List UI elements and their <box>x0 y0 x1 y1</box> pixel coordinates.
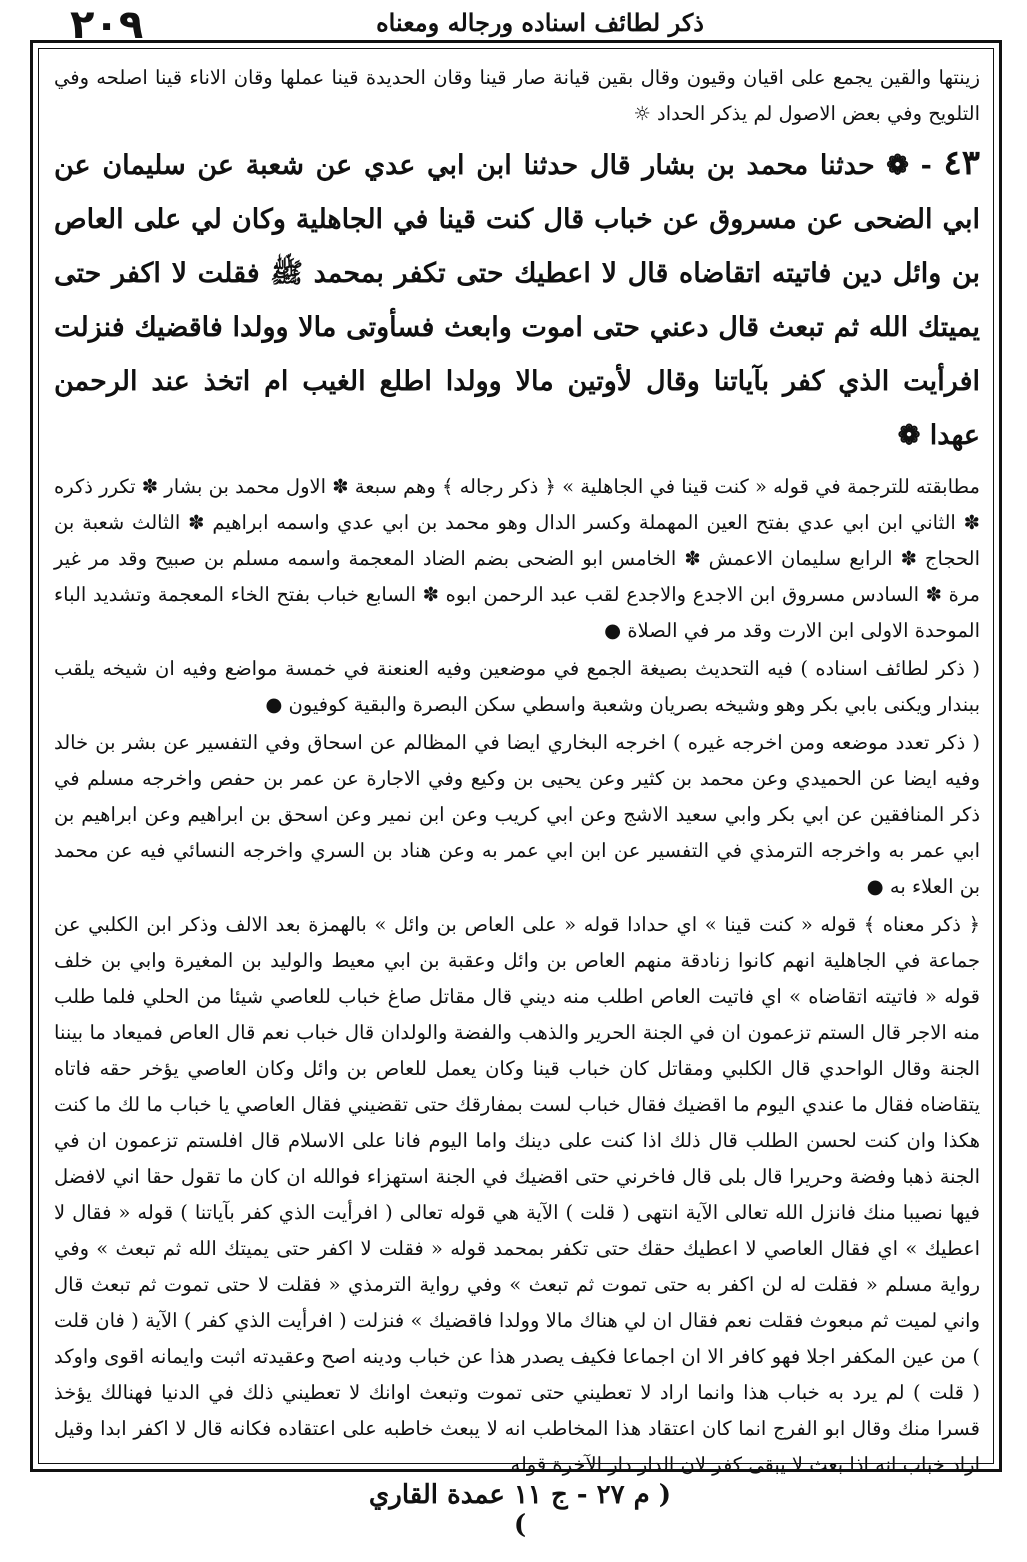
page-content <box>54 60 980 1485</box>
running-title: ذكر لطائف اسناده ورجاله ومعناه <box>376 8 704 37</box>
commentary-paragraph: ( ذكر تعدد موضعه ومن اخرجه غيره ) اخرجه البخاري ايضا في المظالم عن اسحاق وفي التفسير عن بشر بن خالد وفيه ايضا عن الحميدي وعن محمد بن كثير وعن يحيى بن وكيع وفي الاجارة عن عمر بن حفص واخرجه مسلم في ذكر المنافقين عن ابي بكر وابي سعيد الاشج وعن ابي كريب وعن ابن نمير وعن اسحق بن ابراهيم وعن ابراهيم بن ابي عمر به واخرجه الترمذي في التفسير عن ابن ابي عمر به وعن هناد بن السري واخرجه النسائي فيه عن محمد بن العلاء به ● <box>54 731 980 898</box>
hadith-end-mark: ❁ <box>897 420 921 451</box>
continuation-text: زينتها والقين يجمع على اقيان وقيون وقال بقين قيانة صار قينا وقان الحديدة قينا عملها وقان الاناء قينا اصلحه وفي التلويح وفي بعض الاصول لم يذكر الحداد ☼ <box>54 66 980 125</box>
page-number: ٢٠٩ <box>70 2 144 48</box>
hadith-number: ٤٣ <box>943 143 980 183</box>
hadith-separator: - ❁ <box>874 150 932 181</box>
commentary-paragraph: ( ذكر لطائف اسناده ) فيه التحديث بصيغة الجمع في موضعين وفيه العنعنة في خمسة مواضع وفيه ان شيخه يلقب ببندار ويكنى بابي بكر وهو وشيخه بصريان وشعبة واسطي سكن البصرة والبقية كوفيون ● <box>54 657 980 716</box>
hadith-text: حدثنا محمد بن بشار قال حدثنا ابن ابي عدي عن شعبة عن سليمان عن ابي الضحى عن مسروق عن خباب قال كنت قينا في الجاهلية وكان لي على العاص بن وائل دين فاتيته اتقاضاه قال لا اعطيك حتى تكفر بمحمد ﷺ فقلت لا اكفر حتى يميتك الله ثم تبعث قال دعني حتى اموت وابعث فسأوتى مالا وولدا فاقضيك فنزلت افرأيت الذي كفر بآياتنا وقال لأوتين مالا وولدا اطلع الغيب ام اتخذ عند الرحمن عهدا <box>54 150 981 451</box>
footer-signature: ( م ٢٧ - ج ١١ عمدة القاري ) <box>368 1480 672 1540</box>
hadith-block <box>54 136 980 463</box>
commentary-paragraph: ﴿ ذكر معناه ﴾ قوله « كنت قينا » اي حدادا قوله « على العاص بن وائل » بالهمزة بعد الالف وذكر ابن الكلبي عن جماعة في الجاهلية انهم كانوا زنادقة منهم العاص بن وائل وعقبة بن ابي معيط والوليد بن المغيرة وابي بن خلف قوله « فاتيته اتقاضاه » اي فاتيت العاص اطلب منه ديني قال مقاتل صاغ خباب للعاصي شيئا من الحلي فلما طلب منه الاجر قال الستم تزعمون ان في الجنة الحرير والذهب والفضة والولدان قال خباب نعم قال العاص فميعاد ما بيننا الجنة وقال الواحدي قال الكلبي ومقاتل كان خباب قينا وكان يعمل للعاص بن وائل وكان العاصي يؤخر حقه فاتاه يتقاضاه فقال ما عندي اليوم ما اقضيك فقال خباب لست بمفارقك حتى تقضيني فقال العاصي يا خباب ما لك ما كنت هكذا وان كنت لحسن الطلب قال ذلك اذا كنت على دينك واما اليوم فانا على الاسلام قال افلستم تزعمون ان في الجنة ذهبا وفضة وحريرا قال بلى قال فاخرني حتى اقضيك في الجنة استهزاء فوالله ان كان ما تقول حقا اني لافضل فيها نصيبا منك فانزل الله تعالى الآية انتهى ( قلت ) الآية هي قوله تعالى ( افرأيت الذي كفر بآياتنا ) قوله « فقال لا اعطيك » اي فقال العاصي لا اعطيك حقك حتى تكفر بمحمد قوله « فقلت لا اكفر حتى يميتك الله ثم تبعث » وفي رواية مسلم « فقلت له لن اكفر به حتى تموت ثم تبعث » وفي رواية الترمذي « فقلت لا حتى تموت ثم تبعث قال واني لميت ثم مبعوث فقلت نعم فقال ان لي هناك مالا وولدا فاقضيك » فنزلت ( افرأيت الذي كفر ) الآية ( فان قلت ) من عين المكفر اجلا فهو كافر الا ان اجماعا فكيف يصدر هذا عن خباب ودينه اصح وعقيدته اثبت وايمانه اقوى واوكد ( قلت ) لم يرد به خباب هذا وانما اراد لا تعطيني حتى تموت وتبعث اوانك لا تعطيني ذلك في الدنيا فهنالك يؤخذ قسرا منك وقال ابو الفرج انما كان اعتقاد هذا المخاطب انه لا يبعث خاطبه على اعتقاده فكانه قال لا اكفر ابدا وقيل اراد خباب انه اذا بعث لا يبقى كفر لان الدار دار الآخرة قوله <box>54 913 980 1476</box>
commentary-paragraph: مطابقته للترجمة في قوله « كنت قينا في الجاهلية » ﴿ ذكر رجاله ﴾ وهم سبعة ✽ الاول محمد بن بشار ✽ تكرر ذكره ✽ الثاني ابن ابي عدي بفتح العين المهملة وكسر الدال وهو محمد بن ابي عدي واسمه ابراهيم ✽ الثالث شعبة بن الحجاج ✽ الرابع سليمان الاعمش ✽ الخامس ابو الضحى بضم الضاد المعجمة واسمه مسلم بن صبيح وقد مر غير مرة ✽ السادس مسروق ابن الاجدع والاجدع لقب عبد الرحمن ابوه ✽ السابع خباب بفتح الخاء المعجمة وتشديد الباء الموحدة الاولى ابن الارت وقد مر في الصلاة ● <box>54 475 980 642</box>
